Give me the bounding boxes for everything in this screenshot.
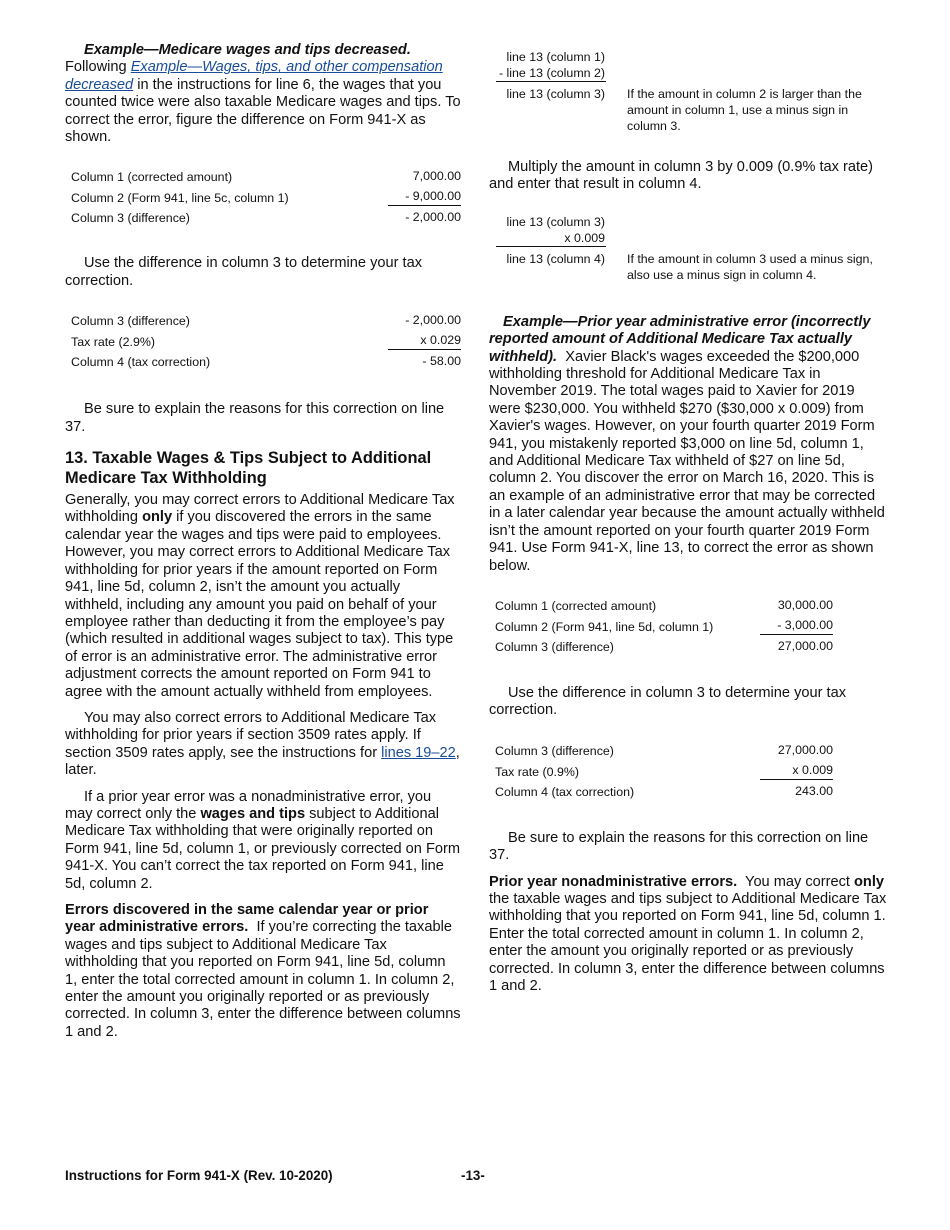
row-label: Column 1 (corrected amount) [495,598,657,613]
row-value: 7,000.00 [412,169,461,184]
explain-text: Be sure to explain the reasons for this correction on line 37. [489,829,869,864]
calc-divider [496,246,606,247]
row-label: Column 4 (tax correction) [71,355,211,370]
para-text: Generally, you may correct errors to Additional Medicare Tax withholding [65,492,455,526]
calc-result-row [489,251,887,283]
row-value: - 3,000.00 [760,616,833,635]
calc-line: line 13 (column 3) [506,87,605,101]
section-heading: 13. Taxable Wages & Tips Subject to Additional Medicare Tax Withholding [65,449,432,488]
example-text: Xavier Black's wages exceeded the $200,000 withholding threshold for Additional Medicare Tax in November 2019. The total wages paid to Xavier for 2019 were $230,000. You withheld $270 ($30,000 x 0.009) from Xavier's wages. However, on your fourth quarter 2019 Form 941, you mistakenly reported $3,000 on line 5d, column 1, and Additional Medicare Tax withheld of $27 on line 5d, column 2. You discover the error on March 16, 2020. This is an example of an administrative error that may be corrected in a later calendar year because the amount actually withheld isn’t the amount reported on your fourth quarter 2019 Form 941. Use Form 941-X, line 13, to correct the error as shown below. [489,348,885,574]
row-value: 243.00 [795,783,833,798]
footer-title: Instructions for Form 941-X (Rev. 10-2020) [65,1168,333,1183]
table-row [489,740,833,760]
example-text-post: in the instructions for line 6, the wages that you counted twice were also taxable Medicare wages and tips. To correct the error, figure the difference on Form 941-X as shown. [65,76,461,146]
line13-calc-2 [489,214,887,283]
row-label: Column 4 (tax correction) [495,784,635,799]
para-text: If you’re correcting the taxable wages and tips subject to Additional Medicare Tax withholding that you reported on Form 941, line 5d, column 1, enter the total corrected amount in column 1. In column 2, enter the amount you originally reported or as previously corrected. In column 3, enter the difference between columns 1 and 2. [65,919,461,1040]
para-bold: Prior year nonadministrative errors. [489,873,738,890]
example-medicare-decreased [65,42,461,146]
table-row [65,207,461,227]
para-text: , later. [65,744,460,779]
row-label: Column 3 (difference) [495,639,614,654]
paragraph-generally [65,492,461,701]
row-value: 27,000.00 [777,742,833,757]
row-label: Column 3 (difference) [71,211,190,226]
explain-text: Be sure to explain the reasons for this correction on line 37. [65,401,445,435]
calc-note: If the amount in column 3 used a minus sign, also use a minus sign in column 4. [627,251,873,282]
para-text: You may also correct errors to Additional Medicare Tax withholding for prior years if section 3509 rates apply. If section 3509 rates apply, see the instructions for [65,709,437,761]
row-value: x 0.029 [388,331,461,350]
calc-table-3 [489,595,833,656]
calc-table-2 [65,310,461,371]
use-difference-text: Use the difference in column 3 to determine your tax correction. [65,255,423,289]
lines-19-22-link[interactable]: lines 19–22 [381,744,456,761]
row-label: Column 2 (Form 941, line 5c, column 1) [71,191,289,206]
para-bold: only [142,509,173,526]
row-value: - 2,000.00 [405,210,461,225]
table-row [65,351,461,371]
para-text: You may correct [745,873,855,890]
calc-result-row [489,86,887,134]
para-bold: Errors discovered in the same calendar year or prior year administrative errors. [65,902,429,936]
para-text: If a prior year error was a nonadministrative error, you may correct only the [65,788,432,822]
calc-line: line 13 (column 3) [506,214,605,229]
line13-calc-1 [489,49,887,134]
row-label: Tax rate (2.9%) [71,335,156,350]
table-row [489,781,833,801]
example-wages-link[interactable]: Example—Wages, tips, and other compensation decreased [65,59,443,93]
calc-table-1 [65,166,461,227]
row-value: - 9,000.00 [388,187,461,206]
example-heading: Example—Prior year administrative error (incorrectly reported amount of Additional Medicare Tax actually withheld). [489,313,871,365]
para-text: if you discovered the errors in the same calendar year the wages and tips were paid to employees. However, you may correct errors to Additional Medicare Tax withholding for prior years if the amount reported on Form 941, line 5d, column 2, isn’t the amount you actually withheld, including any amount you paid on behalf of your employee rather than deducting it from the employee’s pay (which resulted in additional wages subject to tax). This type of error is an administrative error. The administrative error adjustment corrects the amount reported on Form 941 to agree with the amount actually withheld from employees. [65,509,454,700]
para-text: subject to Additional Medicare Tax withholding that were originally reported on Form 941, line 5d, column 1, or previously corrected on Form 941-X. You can’t correct the tax reported on Form 941, line 5d, column 2. [65,805,461,892]
row-value: 30,000.00 [777,597,833,612]
paragraph-section-3509 [65,710,461,780]
table-row [65,186,461,207]
row-label: Column 3 (difference) [495,743,614,758]
left-column [65,42,461,1041]
calc-divider [496,81,606,82]
example-heading: Example—Medicare wages and tips decreased. [84,42,411,58]
right-column [489,49,887,995]
paragraph-prior-nonadministrative [489,874,887,996]
calc-line: - line 13 (column 2) [498,66,605,80]
calc-table-4 [489,740,833,801]
calc-line: line 13 (column 1) [506,50,605,64]
table-row [65,166,461,186]
row-label: Column 3 (difference) [71,314,190,329]
calc-line: x 0.009 [564,230,605,245]
para-bold: only [854,873,885,890]
row-label: Column 1 (corrected amount) [71,170,233,185]
page-number: -13- [461,1168,485,1183]
para-text: the taxable wages and tips subject to Additional Medicare Tax withholding that you reported on Form 941, line 5d, column 1. Enter the total corrected amount in column 1. In column 2, enter the amount you originally reported or as previously corrected. In column 3, enter the difference between columns 1 and 2. [489,890,887,994]
multiply-text: Multiply the amount in column 3 by 0.009 (0.9% tax rate) and enter that result in column 4. [489,159,874,193]
table-row [489,636,833,656]
use-difference-text: Use the difference in column 3 to determine your tax correction. [489,684,847,719]
table-row [489,595,833,615]
calc-note: If the amount in column 2 is larger than the amount in column 1, use a minus sign in column 3. [627,87,862,133]
row-value: - 58.00 [422,354,461,369]
table-row [65,310,461,330]
table-row [65,330,461,351]
row-label: Tax rate (0.9%) [495,764,580,779]
example-prior-year [489,314,887,575]
row-value: 27,000.00 [777,638,833,653]
row-label: Column 2 (Form 941, line 5d, column 1) [495,619,714,634]
paragraph-nonadministrative [65,789,461,893]
table-row [489,760,833,781]
calc-line: line 13 (column 4) [506,251,605,266]
row-value: x 0.009 [760,761,833,780]
para-bold: wages and tips [200,805,306,822]
row-value: - 2,000.00 [405,313,461,328]
table-row [489,615,833,636]
example-text-pre: Following [65,59,131,76]
paragraph-errors-discovered [65,902,461,1041]
